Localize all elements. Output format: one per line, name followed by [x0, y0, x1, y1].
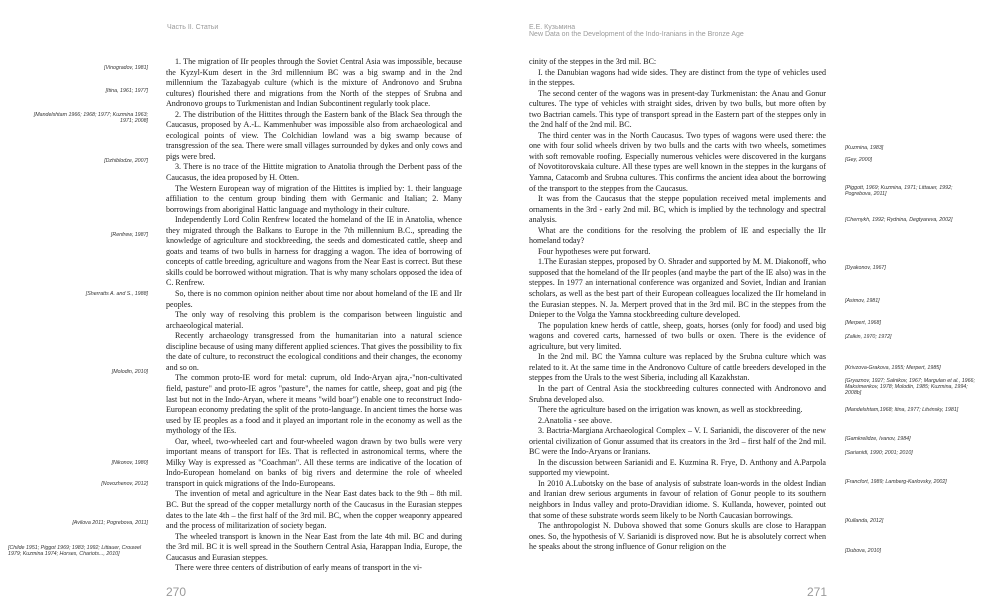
left-page-number: 270 — [166, 585, 187, 599]
paragraph: There the agriculture based on the irrigation was known, as well as stockbreeding. — [538, 405, 803, 415]
margin-reference: [Nikonov, 1980] — [111, 460, 148, 466]
paragraph: The population knew herds of cattle, sheep, goats, horses (only for food) and used big wagons and covered carts, harnessed of two bulls or oxen. There is the evidence of agriculture, but very limited. — [529, 320, 826, 351]
margin-reference: [Childe 1951; Piggot 1969; 1983; 1992; Littauer, Crouwel 1979; Kuzmina 1974; Horses, Chariots..., 2010] — [8, 545, 142, 558]
left-body-text — [166, 57, 462, 574]
margin-reference: [Dyakonov, 1967] — [845, 265, 886, 271]
paragraph: Independently Lord Colin Renfrew located the homeland of the IE in Anatolia, whence they migrated through the Balkans to Europe in the 7th millennium B.C., spreading the knowledge of agriculture and stockbreeding, the seeds and domesticated cattle, sheep and goats and teams of two bulls in harness for dragging a wagon. The idea of borrowing of concepts of cattle breeding, agriculture and wagons from the Near East is correct. But these skills could be borrowed without migration. That is why many scholars opposed the idea of C. Renfrew. — [166, 215, 462, 288]
margin-reference: [Avilova 2011; Pogrebova, 2011] — [72, 520, 148, 526]
paragraph: The wheeled transport is known in the Near East from the late 4th mil. BC and during the 3rd mil. BC it is well spread in the Southern Central Asia, Harappan India, Europe, the Caucasus and Eurasian steppes. — [166, 531, 462, 562]
paragraph: There were three centers of distribution of early means of transport in the vi- — [175, 563, 422, 573]
paragraph: The third center was in the North Caucasus. Two types of wagons were used there: the one with four solid wheels driven by two bulls and the carts with two wheels, sometimes with soft removable roofing. Especially numerous vehicles were discovered in the kurgans of Novotitorovskaia culture. All these types are well known in the steppes in the kurgans of Yamna, Catacomb and Srubna cultures. This confirms the ancient idea about the borrowing of the transport to the steppes from the Caucasus. — [529, 130, 826, 193]
paragraph: Four hypotheses were put forward. — [538, 246, 651, 256]
paragraph: The Western European way of migration of the Hittites is implied by: 1. their language affiliation to the centum group binding them with Germanic and Italian; 2. Many borrowings from aboriginal Hattic language and mythology in their culture. — [166, 183, 462, 214]
paragraph: The invention of metal and agriculture in the Near East dates back to the 9th – 8th mil. BC. But the spread of the copper metallurgy north of the Caucasus in the Eurasian steppes dates to the late 4th – the first half of the 3rd mil. BC, when the copper weaponry appeared and the process of militarization of society began. — [166, 489, 462, 531]
paragraph: The anthropologist N. Dubova showed that some Gonurs skulls are close to Harappan ones. So, the hypothesis of V. Sarianidi is disproved now. But he is absolutely correct when he speaks about the strong influence of Gonur religion on the — [529, 521, 826, 552]
margin-reference: [Chernykh, 1992; Rydnina, Degtyareva, 2002] — [845, 217, 953, 223]
paragraph: Oar, wheel, two-wheeled cart and four-wheeled wagon drawn by two bulls were very important means of transport for IEs. That is reflected in astronomical terms, where the Milky Way is expressed as "Coachman". All these terms are indicative of the location of Indo-European homeland on banks of big rivers and determine the role of wheeled transport in quick migrations of the Indo-Europeans. — [166, 436, 462, 488]
paragraph: 2. The distribution of the Hittites through the Eastern bank of the Black Sea through the Caucasus, proposed by A.-L. Kammenhuber was impossible also from archaeological and ecological points of view. The Colchidian lowland was a big swamp because of transgression of the sea. There were small villages surrounded by dykes and only cows and pigs were bred. — [166, 109, 462, 161]
paragraph: 1. The migration of IIr peoples through the Soviet Central Asia was impossible, because the Kyzyl-Kum desert in the 3rd millennium BC was a big swamp and in the 2nd millennium the Tazabagyab culture (which is the mixture of Andronovo and Srubna cultures) flourished there and migrations from the North of the steppes of Srubna and Andronovo groups to Turkmenistan and Indian Subcontinent regularly took place. — [166, 57, 462, 109]
paragraph: The second center of the wagons was in present-day Turkmenistan: the Anau and Gonur cultures. The type of vehicles with straight sides, driven by two bulls, but more often by two Bactrian camels. This type of transport spread in the Eastern part of the steppes only in the 2nd half of the 2nd mil. BC. — [529, 88, 826, 130]
margin-reference: [Renfrew, 1987] — [110, 232, 148, 238]
margin-reference: [Itina, 1961; 1977] — [105, 88, 148, 94]
paragraph: In the 2nd mil. BC the Yamna culture was replaced by the Srubna culture which was related to it. At the same time in the Andronovo Culture of cattle breeders developed in the steppes from the Urals to the west Siberia, including all Kazakhstan. — [529, 352, 826, 383]
paragraph: 3. Bactria-Margiana Archaeological Complex – V. I. Sarianidi, the discoverer of the new oriental civilization of Gonur assumed that its creators in the 3rd – first half of the 2nd mil. BC were the Indo-Aryans or Iranians. — [529, 426, 826, 457]
right-page-number: 271 — [807, 585, 828, 599]
paragraph: cinity of the steppes in the 3rd mil. BC: — [529, 57, 657, 66]
margin-reference: [Zalkin, 1970; 1972] — [845, 334, 892, 340]
margin-reference: [Merpert, 1968] — [845, 320, 881, 326]
paragraph: The only way of resolving this problem is the comparison between linguistic and archaeological material. — [166, 310, 462, 330]
margin-reference: [Gamkrelidze, Ivanov, 1984] — [845, 436, 911, 442]
paragraph: So, there is no common opinion neither about time nor about homeland of the IE and IIr peoples. — [166, 289, 462, 309]
paragraph: In the part of Central Asia the stockbreeding cultures connected with Andronovo and Srubna developed also. — [529, 383, 826, 404]
right-running-header-author: Е.Е. Кузьмина — [529, 24, 576, 31]
margin-reference: [Sherratts A. and S., 1988] — [85, 291, 148, 297]
paragraph: I. the Danubian wagons had wide sides. They are distinct from the type of vehicles used in the steppes. — [529, 67, 826, 88]
margin-reference: [Piggott, 1969; Kuzmina, 1971; Littauer, 1992; Pogrebova, 2011] — [845, 185, 953, 198]
margin-reference: [Novozhenov, 2012] — [101, 481, 148, 487]
margin-reference: [Gey, 2000] — [845, 157, 872, 163]
paragraph: 2.Anatolia - see above. — [538, 415, 612, 425]
paragraph: 1.The Eurasian steppes, proposed by O. Shrader and supported by M. M. Diakonoff, who supposed that the homeland of the IIr peoples (and maybe the part of the IE also) was in the steppes. In 1977 an international conference was organized and Soviet, Indian and Iranian scholars, as well as the best part of their European colleagues localized the IIr homeland in the Eurasian steppes. N. Ja. Merpert proved that in the 3rd mil. BC in the steppes from the Dnieper to the Volga the Yamna stockbreeding culture developed. — [529, 257, 826, 320]
margin-reference: [Dzhiblodze, 2007] — [104, 158, 148, 164]
margin-reference: [Dubova, 2010] — [845, 548, 881, 554]
margin-reference: [Mandelshtam,1968; Itina, 1977; Litvinsky, 1981] — [845, 407, 959, 413]
margin-reference: [Gryaznov, 1927; Salnikov, 1967; Margulan et al., 1966; Maksimenkov, 1978; Molodin, 1985; Kuzmina, 1994; 2008b] — [845, 378, 975, 397]
margin-reference: [Francfort, 1989; Lamberg-Karlovsky, 2002] — [845, 479, 947, 485]
paragraph: What are the conditions for the resolving the problem of IE and especially the IIr homeland today? — [529, 225, 826, 246]
left-running-header: Часть II. Статьи — [167, 24, 219, 31]
paragraph: It was from the Caucasus that the steppe population received metal implements and ornaments in the 3rd - early 2nd mil. BC, which is implied by the technology and spectral analysis. — [529, 194, 826, 225]
paragraph: The common proto-IE word for metal: cuprum, old Indo-Aryan ajra,-"non-cultivated field, pasture" and proto-IE agros "pasture", the names for cattle, sheep, goat and pig (the last but not in the Indo-Aryan, where it means "wild boar") enable one to reconstruct Indo-European economy predating the split of the proto-language. In ancient times the horse was used by IE peoples as a food and it played an important role in the economy as well as the mythology of the IEs. — [166, 373, 462, 436]
paragraph: Recently archaeology transgressed from the humanitarian into a natural science discipline because of using many different applied sciences. That gives the possibility to fix the date of culture, to reconstruct the ecological conditions and their changes, the economy and so on. — [166, 331, 462, 372]
margin-reference: [Kuzmina, 1983] — [845, 145, 884, 151]
margin-reference: [Vinogradov, 1981] — [104, 65, 148, 71]
paragraph: In 2010 A.Lubotsky on the base of analysis of substrate loan-words in the oldest Indian and Iranian drew serious arguments in favour of relation of Gonur people to its southern neighbors in Indus valley and proto-Dravidian idiome. S. Kullanda, however, pointed out that some of these substrate words seem likely to be North Caucasian borrowings. — [529, 478, 826, 520]
margin-reference: [Kullanda, 2012] — [845, 518, 884, 524]
right-running-header-title: New Data on the Development of the Indo-Iranians in the Bronze Age — [529, 31, 744, 38]
margin-reference: [Krivzova-Grakova, 1955; Merpert, 1985] — [845, 365, 941, 371]
paragraph: 3. There is no trace of the Hittite migration to Anatolia through the Derbent pass of the Caucasus, the idea proposed by H. Otten. — [166, 162, 462, 183]
margin-reference: [Sarianidi, 1990; 2001; 2010] — [845, 450, 913, 456]
paragraph: In the discussion between Sarianidi and E. Kuzmina R. Frye, D. Anthony and A.Parpola supported my viewpoint. — [529, 457, 826, 478]
margin-reference: [Mandelshtam 1966; 1968; 1977; Kuzmina 1963; 1971; 2008] — [33, 112, 148, 125]
margin-reference: [Asimov, 1981] — [845, 298, 880, 304]
right-body-text — [529, 57, 826, 553]
margin-reference: [Molodin, 2010] — [111, 369, 148, 375]
